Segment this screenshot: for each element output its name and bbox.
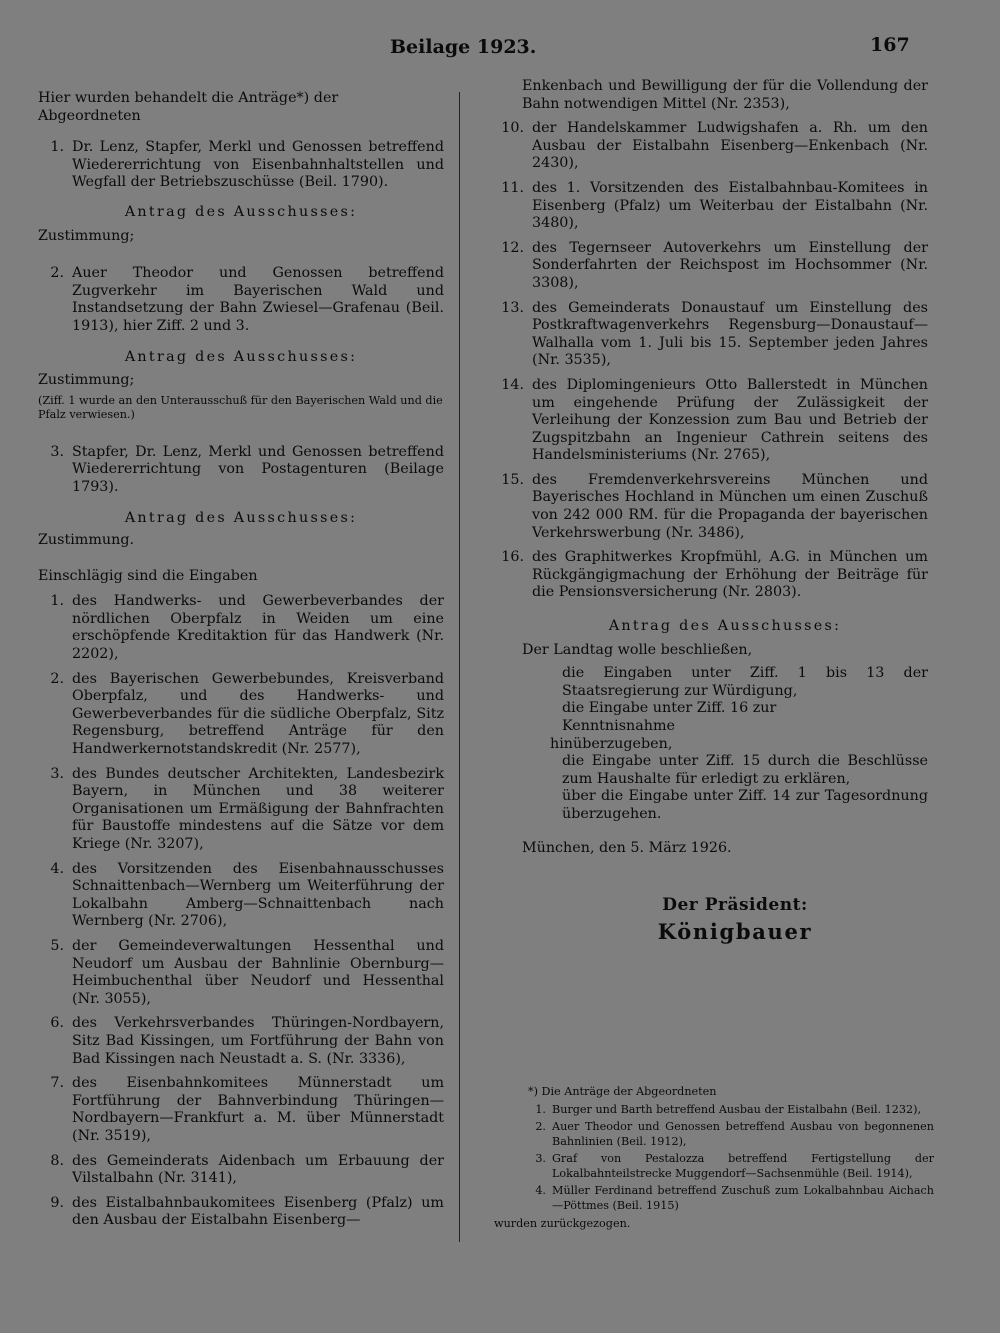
petition-item — [38, 1015, 444, 1068]
petition-item — [501, 376, 928, 465]
place-date: München, den 5. März 1926. — [522, 839, 732, 856]
motion-item — [38, 265, 444, 335]
committee-motion-heading: Antrag des Ausschusses: — [124, 203, 358, 220]
petition-text: des Verkehrsverbandes Thüringen-Nordbayern, Sitz Bad Kissingen, um Fortführung der Bahn von Bad Kissingen nach Neustadt a. S. (Nr. 3336), — [72, 1015, 444, 1067]
petition-text: des Fremdenverkehrsvereins München und Bayerisches Hochland in München um einen Zuschuß von 242 000 RM. für die Propaganda der bayerischen Verkehrswerbung (Nr. 3486), — [532, 471, 928, 541]
resolution-line: die Eingabe unter Ziff. 15 durch die Beschlüsse zum Haushalte für erledigt zu erklären, — [562, 753, 928, 787]
petition-number: 16. — [501, 549, 524, 566]
petition-number: 11. — [501, 179, 524, 196]
petitions-heading: Einschlägig sind die Eingaben — [38, 567, 258, 584]
petition-text: des Eisenbahnkomitees Münnerstadt um Fortführung der Bahnverbindung Thüringen—Nordbayern—Frankfurt a. M. über Münnerstadt (Nr. 3519), — [72, 1075, 444, 1144]
petition-item — [38, 593, 444, 663]
petition-text: des Diplomingenieurs Otto Ballerstedt in München um eingehende Prüfung der Zulässigkeit der Verleihung der Konzession zum Bau und Betrieb der Zugspitzbahn an Ingenieur Cathrein seitens des Handelsministeriums (Nr. 2765), — [532, 376, 928, 464]
petition-number: 8. — [50, 1152, 64, 1169]
decision-text: Zustimmung; — [38, 372, 135, 389]
footnote-item — [494, 1184, 934, 1213]
page-header-title: Beilage 1923. — [390, 36, 537, 58]
petition-continuation: Enkenbach und Bewilligung der für die Vollendung der Bahn notwendigen Mittel (Nr. 2353), — [522, 78, 928, 112]
petition-item — [38, 1195, 444, 1230]
petition-number: 15. — [501, 471, 524, 488]
petition-number: 13. — [501, 299, 524, 316]
petition-text: des Gemeinderats Aidenbach um Erbauung der Vilstalbahn (Nr. 3141), — [72, 1152, 444, 1187]
petition-number: 2. — [50, 670, 64, 687]
landtag-resolution-intro: Der Landtag wolle beschließen, — [522, 641, 753, 658]
petition-text: des 1. Vorsitzenden des Eistalbahnbau-Komitees in Eisenberg (Pfalz) um Weiterbau der Eistalbahn (Nr. 3480), — [532, 179, 928, 232]
footnote-number: 3. — [535, 1152, 546, 1165]
motion-item — [38, 139, 444, 192]
petition-text: des Eistalbahnbaukomitees Eisenberg (Pfalz) um den Ausbau der Eistalbahn Eisenberg— — [72, 1194, 444, 1229]
footnote-item — [494, 1120, 934, 1149]
intro-text: Hier wurden behandelt die Anträge*) der Abgeordneten — [38, 90, 339, 124]
motion-number: 3. — [50, 443, 64, 460]
petition-item — [38, 1075, 444, 1145]
left-column — [38, 90, 444, 1230]
petition-number: 10. — [501, 120, 524, 137]
footnote-intro: *) Die Anträge der Abgeordneten — [528, 1085, 717, 1098]
right-column — [501, 78, 928, 944]
petition-item — [38, 861, 444, 931]
resolution-line: über die Eingabe unter Ziff. 14 zur Tagesordnung überzugehen. — [562, 788, 928, 822]
resolution-line: hinüberzugeben, — [550, 735, 673, 752]
committee-motion-heading: Antrag des Ausschusses: — [124, 509, 358, 526]
footnote-text: Burger und Barth betreffend Ausbau der Eistalbahn (Beil. 1232), — [552, 1102, 922, 1116]
petition-text: des Bundes deutscher Architekten, Landesbezirk Bayern, in München und 38 weiterer Organisationen um Ermäßigung der Bahnfrachten für Baustoffe mindestens auf die Sätze vor dem Kriege (Nr. 3207), — [72, 765, 444, 852]
petition-text: des Tegernseer Autoverkehrs um Einstellung der Sonderfahrten der Reichspost im Hochsommer (Nr. 3308), — [532, 239, 928, 291]
petition-text: des Bayerischen Gewerbebundes, Kreisverband Oberpfalz, und des Handwerks- und Gewerbeverbandes für die südliche Oberpfalz, Sitz Regensburg, betreffend Anträge für den Handwerkernotstandskredit (Nr. 2577), — [72, 670, 444, 758]
footnote-item — [494, 1152, 934, 1181]
petition-number: 7. — [50, 1075, 64, 1092]
committee-motion-heading: Antrag des Ausschusses: — [608, 618, 842, 635]
decision-text: Zustimmung. — [38, 532, 135, 549]
footnote-text: Müller Ferdinand betreffend Zuschuß zum Lokalbahnbau Aichach—Pöttmes (Beil. 1915) — [552, 1184, 934, 1212]
petition-item — [501, 549, 928, 602]
petition-text: der Gemeindeverwaltungen Hessenthal und Neudorf um Ausbau der Bahnlinie Obernburg—Heimbuchenthal über Neudorf und Hessenthal (Nr. 3055), — [72, 937, 444, 1007]
page-number: 167 — [870, 34, 910, 56]
petition-text: des Vorsitzenden des Eisenbahnausschusses Schnaittenbach—Wernberg um Weiterführung der Lokalbahn Amberg—Schnaittenbach nach Wernberg (Nr. 2706), — [72, 860, 444, 930]
footnote-text: Auer Theodor und Genossen betreffend Ausbau von begonnenen Bahnlinien (Beil. 1912), — [552, 1120, 934, 1148]
footnote-number: 1. — [535, 1102, 546, 1116]
footnote-text: Graf von Pestalozza betreffend Fertigstellung der Lokalbahnteilstrecke Muggendorf—Sachsenmühle (Beil. 1914), — [552, 1152, 934, 1180]
petition-item — [501, 299, 928, 370]
petition-item — [38, 1153, 444, 1188]
footnote-closing: wurden zurückgezogen. — [494, 1217, 631, 1230]
petition-number: 6. — [50, 1015, 64, 1032]
petition-number: 3. — [50, 765, 64, 782]
petition-text: des Handwerks- und Gewerbeverbandes der nördlichen Oberpfalz in Weiden um eine erschöpfende Kreditaktion für das Handwerk (Nr. 2202), — [72, 593, 444, 663]
petition-number: 12. — [501, 239, 524, 256]
petition-item — [38, 938, 444, 1008]
petition-number: 4. — [50, 860, 64, 877]
decision-text: Zustimmung; — [38, 227, 135, 244]
petition-item — [501, 239, 928, 293]
resolution-line: die Eingabe unter Ziff. 16 zur Kenntnisnahme — [562, 700, 777, 734]
column-divider — [459, 92, 460, 1242]
petition-item — [38, 671, 444, 759]
signature-name: Königbauer — [657, 918, 813, 944]
petition-number: 1. — [50, 593, 64, 610]
petition-number: 5. — [50, 937, 64, 954]
motion-text: Dr. Lenz, Stapfer, Merkl und Genossen betreffend Wiedererrichtung von Eisenbahnhaltstellen und Wegfall der Betriebszuschüsse (Beil. 1790). — [72, 139, 444, 191]
petition-item — [38, 766, 444, 854]
petition-item — [501, 179, 928, 233]
signature-title: Der Präsident: — [662, 895, 808, 916]
footnote-number: 2. — [535, 1120, 546, 1133]
petition-text: der Handelskammer Ludwigshafen a. Rh. um den Ausbau der Eistalbahn Eisenberg—Enkenbach (Nr. 2430), — [532, 120, 928, 172]
petition-text: des Gemeinderats Donaustauf um Einstellung des Postkraftwagenverkehrs Regensburg—Donaustauf—Walhalla vom 1. Juli bis 15. September jeden Jahres (Nr. 3535), — [532, 299, 928, 369]
footnotes — [494, 1085, 934, 1232]
motion-text: Auer Theodor und Genossen betreffend Zugverkehr im Bayerischen Wald und Instandsetzung der Bahn Zwiesel—Grafenau (Beil. 1913), hier Ziff. 2 und 3. — [72, 265, 444, 334]
footnote-number: 4. — [535, 1184, 546, 1197]
resolution-line: die Eingaben unter Ziff. 1 bis 13 der Staatsregierung zur Würdigung, — [562, 665, 928, 699]
petition-text: des Graphitwerkes Kropfmühl, A.G. in München um Rückgängigmachung der Erhöhung der Beiträge für die Pensionsversicherung (Nr. 2803). — [532, 549, 928, 601]
motion-number: 2. — [50, 265, 64, 282]
petition-item — [501, 471, 928, 542]
petition-number: 9. — [50, 1194, 64, 1211]
footnote-item — [494, 1103, 934, 1118]
motion-number: 1. — [50, 139, 64, 156]
petition-number: 14. — [501, 376, 524, 393]
petition-item — [501, 120, 928, 173]
motion-text: Stapfer, Dr. Lenz, Merkl und Genossen betreffend Wiedererrichtung von Postagenturen (Beilage 1793). — [72, 443, 444, 495]
referral-note: (Ziff. 1 wurde an den Unterausschuß für den Bayerischen Wald und die Pfalz verwiesen.) — [38, 393, 443, 421]
motion-item — [38, 444, 444, 497]
committee-motion-heading: Antrag des Ausschusses: — [124, 348, 358, 365]
